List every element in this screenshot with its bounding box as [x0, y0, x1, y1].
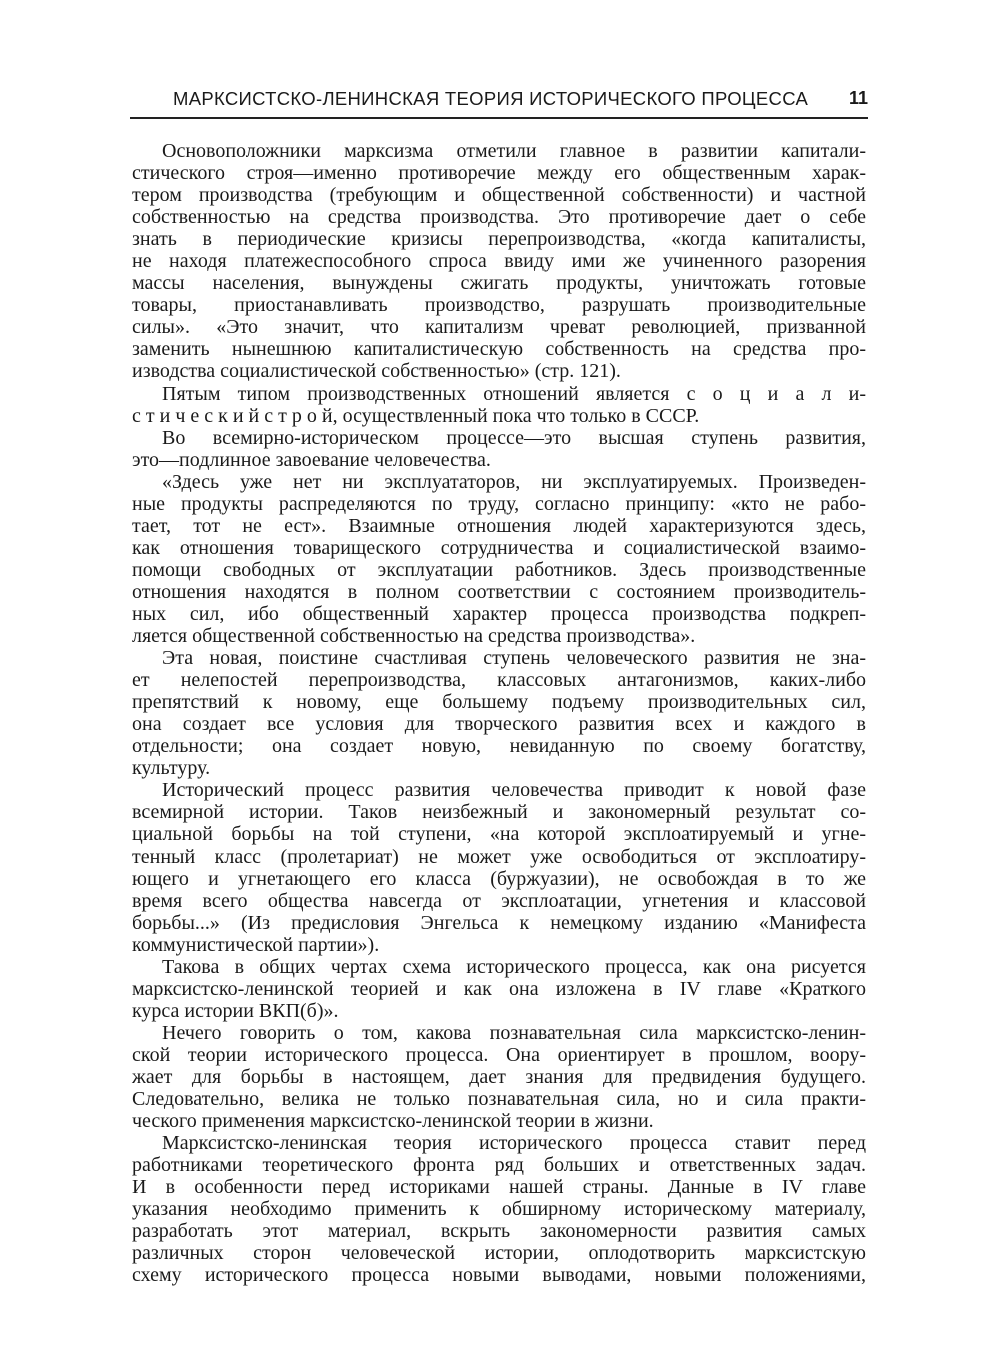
- text-line: ляется общественной собственностью на средства производства».: [132, 625, 696, 648]
- text-line: разработать этот материал, вскрыть закономерности развития самых: [132, 1220, 866, 1243]
- paragraph: [132, 140, 866, 383]
- text-line: ет нелепостей перепроизводства, классовых антагонизмов, каких-либо: [132, 669, 866, 692]
- text-line: И в особенности перед историками нашей страны. Данные в IV главе: [132, 1176, 866, 1199]
- header-rule: [130, 117, 868, 119]
- text-line: силы». «Это значит, что капитализм чреват революцией, призванной: [132, 316, 866, 339]
- text-line: время всего общества навсегда от эксплоатации, угнетения и классовой: [132, 889, 866, 912]
- running-header: [130, 84, 868, 114]
- text-line: Основоположники марксизма отметили главное в развитии капитали-: [162, 140, 866, 162]
- text-line: тером производства (требующим и общественной собственности) и частной: [132, 184, 866, 207]
- text-line: массы населения, вынуждены сжигать продукты, уничтожать готовые: [132, 272, 866, 295]
- text-line: различных сторон человеческой истории, оплодотворить марксистскую: [132, 1242, 866, 1265]
- text-line: всемирной истории. Таков неизбежный и закономерный результат со-: [132, 801, 866, 824]
- text-line: Такова в общих чертах схема исторического процесса, как она рисуется: [162, 955, 866, 978]
- text-line: Эта новая, поистине счастливая ступень человеческого развития не зна-: [162, 647, 866, 670]
- paragraph: [132, 956, 866, 1022]
- paragraph: [132, 1132, 866, 1286]
- text-line: стического строя—именно противоречие между его общественным харак-: [132, 162, 866, 185]
- text-line: работниками теоретического фронта ряд больших и ответственных задач.: [132, 1154, 866, 1177]
- paragraph: [132, 1022, 866, 1132]
- text-line: тенный класс (пролетариат) не может уже освободиться от эксплоатиру-: [132, 845, 866, 868]
- text-line: с т и ч е с к и й с т р о й, осуществленный пока что только в СССР.: [132, 404, 700, 427]
- text-line: ных сил, ибо общественный характер процесса производства подкреп-: [132, 602, 866, 625]
- text-line: борьбы...» (Из предисловия Энгельса к немецкому изданию «Манифеста: [132, 911, 866, 934]
- text-line: отношения находятся в полном соответствии с состоянием производитель-: [132, 580, 866, 603]
- text-line: собственностью на средства производства. Это противоречие дает о себе: [132, 206, 866, 229]
- paragraph: [132, 779, 866, 955]
- text-line: изводства социалистической собственностью» (стр. 121).: [132, 360, 621, 383]
- text-line: Во всемирно-историческом процессе—это высшая ступень развития,: [162, 426, 866, 449]
- text-line: Марксистско-ленинская теория исторического процесса ставит перед: [162, 1132, 866, 1155]
- paragraph: [132, 383, 866, 427]
- body-text: [132, 140, 866, 1286]
- text-line: ской теории исторического процесса. Она ориентирует в прошлом, вoору-: [132, 1043, 866, 1066]
- paragraph: [132, 471, 866, 647]
- text-line: курса истории ВКП(б)».: [132, 999, 339, 1022]
- text-line: это—подлинное завоевание человечества.: [132, 448, 491, 471]
- text-line: как отношения товарищеского сотрудничества и социалистической взаимо-: [132, 536, 866, 559]
- text-line: «Здесь уже нет ни эксплуататоров, ни эксплуатируемых. Произведен-: [162, 470, 866, 493]
- text-line: отдельности; она создает новую, невиданную по своему богатству,: [132, 735, 866, 758]
- text-line: товары, приостанавливать производство, разрушать производительные: [132, 294, 866, 317]
- text-line: коммунистической партии»).: [132, 933, 380, 956]
- text-line: ющего и угнетающего его класса (буржуазии), не освобождая в то же: [132, 867, 866, 890]
- text-line: марксистско-ленинской теорией и как она изложена в IV главе «Краткого: [132, 977, 866, 1000]
- text-line: жает для борьбы в настоящем, дает знания для предвидения будущего.: [132, 1065, 866, 1088]
- text-line: циальной борьбы на той ступени, «на которой эксплоатируемый и угне-: [132, 823, 866, 846]
- running-header-title: МАРКСИСТСКО-ЛЕНИНСКАЯ ТЕОРИЯ ИСТОРИЧЕСКОГО ПРОЦЕССА: [173, 88, 809, 109]
- text-line: помощи свободных от эксплуатации работников. Здесь производственные: [132, 558, 866, 581]
- text-line: Исторический процесс развития человечества приводит к новой фазе: [162, 779, 866, 802]
- text-line: не находя платежеспособного спроса ввиду ими же учиненного разорения: [132, 250, 866, 273]
- text-line: препятствий к новому, еще большему подъему производительных сил,: [132, 691, 866, 714]
- text-line: тает, тот не ест». Взаимные отношения людей характеризуются здесь,: [132, 514, 866, 537]
- paragraph: [132, 647, 866, 779]
- text-line: ческого применения марксистско-ленинской теории в жизни.: [132, 1110, 654, 1133]
- page-number: 11: [848, 88, 868, 108]
- text-line: Пятым типом производственных отношений является с о ц и а л и-: [162, 382, 866, 405]
- text-line: знать в периодические кризисы перепроизводства, «когда капиталисты,: [132, 228, 866, 251]
- text-line: Нечего говорить о том, какова познавательная сила марксистско-ленин-: [162, 1021, 866, 1044]
- text-line: она создает все условия для творческого развития всех и каждого в: [132, 713, 866, 736]
- text-line: заменить нынешнюю капиталистическую собственность на средства про-: [132, 338, 866, 361]
- text-line: ные продукты распределяются по труду, согласно принципу: «кто не рабо-: [132, 492, 866, 515]
- text-line: схему исторического процесса новыми выводами, новыми положениями,: [132, 1264, 866, 1287]
- paragraph: [132, 427, 866, 471]
- text-line: указания необходимо применить к обширному историческому материалу,: [132, 1198, 866, 1221]
- text-line: Следовательно, велика не только познавательная сила, но и сила практи-: [132, 1088, 866, 1111]
- text-line: культуру.: [132, 757, 211, 780]
